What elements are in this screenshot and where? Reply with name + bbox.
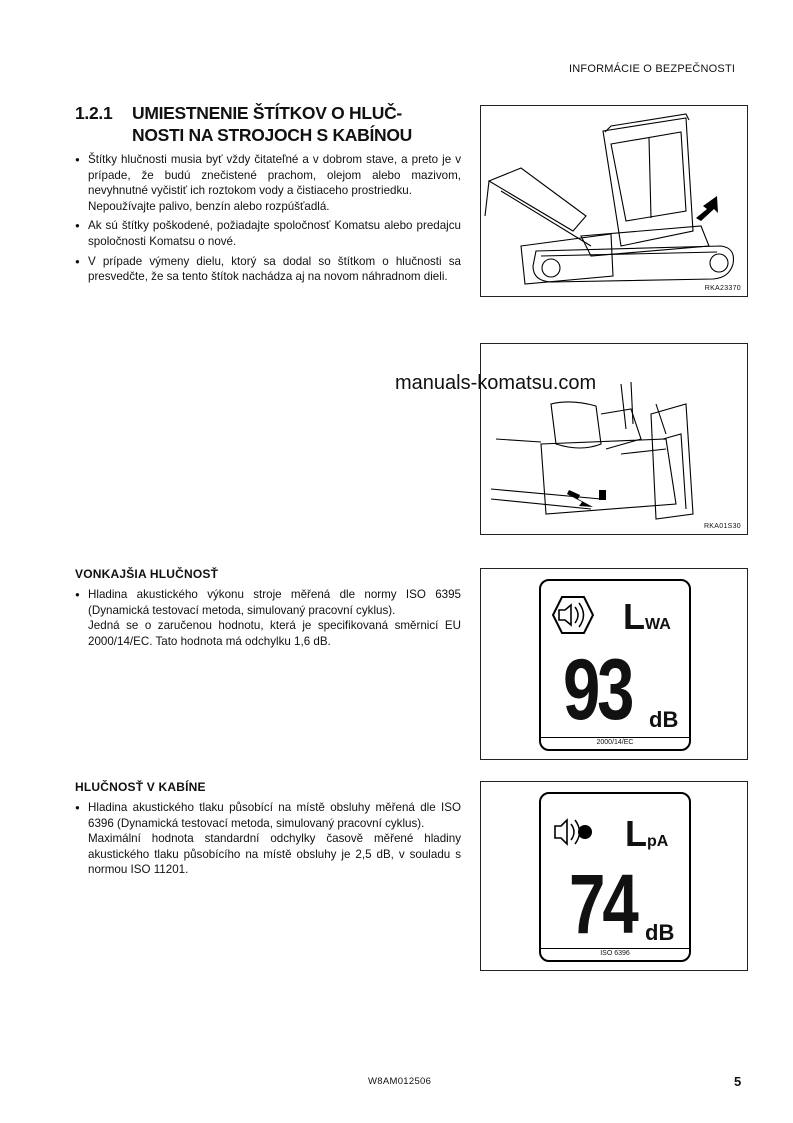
label-standard: ISO 6396 — [541, 948, 689, 957]
document-code: W8AM012506 — [368, 1076, 432, 1087]
figure-lwa-label — [480, 568, 748, 760]
bullet-text: Ak sú štítky poškodené, požiadajte spoločnosť Komatsu alebo predajcu spoločnosti Komatsu o nové. — [88, 219, 461, 248]
bullet-extra: Nepoužívajte palivo, benzín alebo rozpúšťadlá. — [88, 199, 330, 213]
bullet-text: Hladina akustického tlaku působící na místě obsluhy měřená dle ISO 6396 (Dynamická testovací metoda, simulovaný pracovní cyklus). — [88, 801, 461, 830]
external-noise-text — [75, 587, 461, 653]
label-unit: dB — [645, 920, 675, 945]
cabin-noise-text — [75, 800, 461, 882]
label-symbol — [625, 813, 669, 854]
bullet-extra: Jedná se o zaručenou hodnotu, která je specifikovaná směrnicí EU 2000/14/EC. Tato hodnota má odchylku 1,6 dB. — [88, 619, 461, 648]
excavator-illustration — [481, 106, 747, 296]
arrow-icon — [696, 196, 718, 221]
arrow-icon — [567, 490, 593, 507]
cabin-noise-heading: HLUČNOSŤ V KABÍNE — [75, 780, 206, 794]
sound-pressure-icon — [551, 812, 595, 852]
noise-label-lwa — [539, 579, 691, 751]
section-title-line2: NOSTI NA STROJOCH S KABÍNOU — [132, 125, 413, 145]
section-number: 1.2.1 — [75, 103, 113, 123]
label-symbol — [623, 596, 671, 637]
label-subscript: WA — [645, 616, 671, 633]
figure-excavator — [480, 105, 748, 297]
list-item — [75, 254, 461, 285]
label-symbol-letter: L — [625, 813, 647, 854]
list-item — [75, 587, 461, 649]
list-item — [75, 218, 461, 249]
page-number: 5 — [734, 1074, 742, 1089]
external-noise-heading: VONKAJŠIA HLUČNOSŤ — [75, 567, 219, 581]
list-item — [75, 800, 461, 878]
bullet-text: Hladina akustického výkonu stroje měřená dle normy ISO 6395 (Dynamická testovací metoda, simulovaný pracovní cyklus). — [88, 588, 461, 617]
section-title-line1: UMIESTNENIE ŠTÍTKOV O HLUČ- — [132, 103, 402, 123]
label-value: 93 — [563, 642, 632, 738]
bullet-text: V prípade výmeny dielu, ktorý sa dodal so štítkom o hlučnosti sa presvedčte, že sa tento štítok nachádza aj na novom náhradnom dieli. — [88, 254, 461, 284]
label-standard: 2000/14/EC — [541, 737, 689, 746]
label-subscript: pA — [647, 833, 669, 850]
bullet-text: Štítky hlučnosti musia byť vždy čitateľné a v dobrom stave, a preto je v prípade, že budú znečistené prachom, olejom alebo mazivom, nevyhnutné vyčistiť ich roztokom vody a čistiaceho prostriedku. — [88, 153, 461, 198]
watermark: manuals-komatsu.com — [395, 372, 597, 394]
figure-lpa-label — [480, 781, 748, 971]
bullet-extra: Maximální hodnota standardní odchylky časově měřené hladiny akustického tlaku působícího na místě obsluhy je 2,5 dB, v souladu s normou ISO 11201. — [88, 832, 461, 877]
label-value: 74 — [569, 857, 636, 951]
section-bullets — [75, 152, 461, 289]
sound-power-icon — [551, 595, 595, 635]
list-item — [75, 152, 461, 214]
label-unit: dB — [649, 707, 679, 732]
figure-code: RKA01S30 — [703, 523, 741, 530]
label-symbol-letter: L — [623, 596, 645, 637]
noise-label-lpa — [539, 792, 691, 962]
figure-code: RKA23370 — [704, 285, 741, 292]
section-title — [75, 102, 412, 146]
running-header: INFORMÁCIE O BEZPEČNOSTI — [569, 63, 736, 75]
